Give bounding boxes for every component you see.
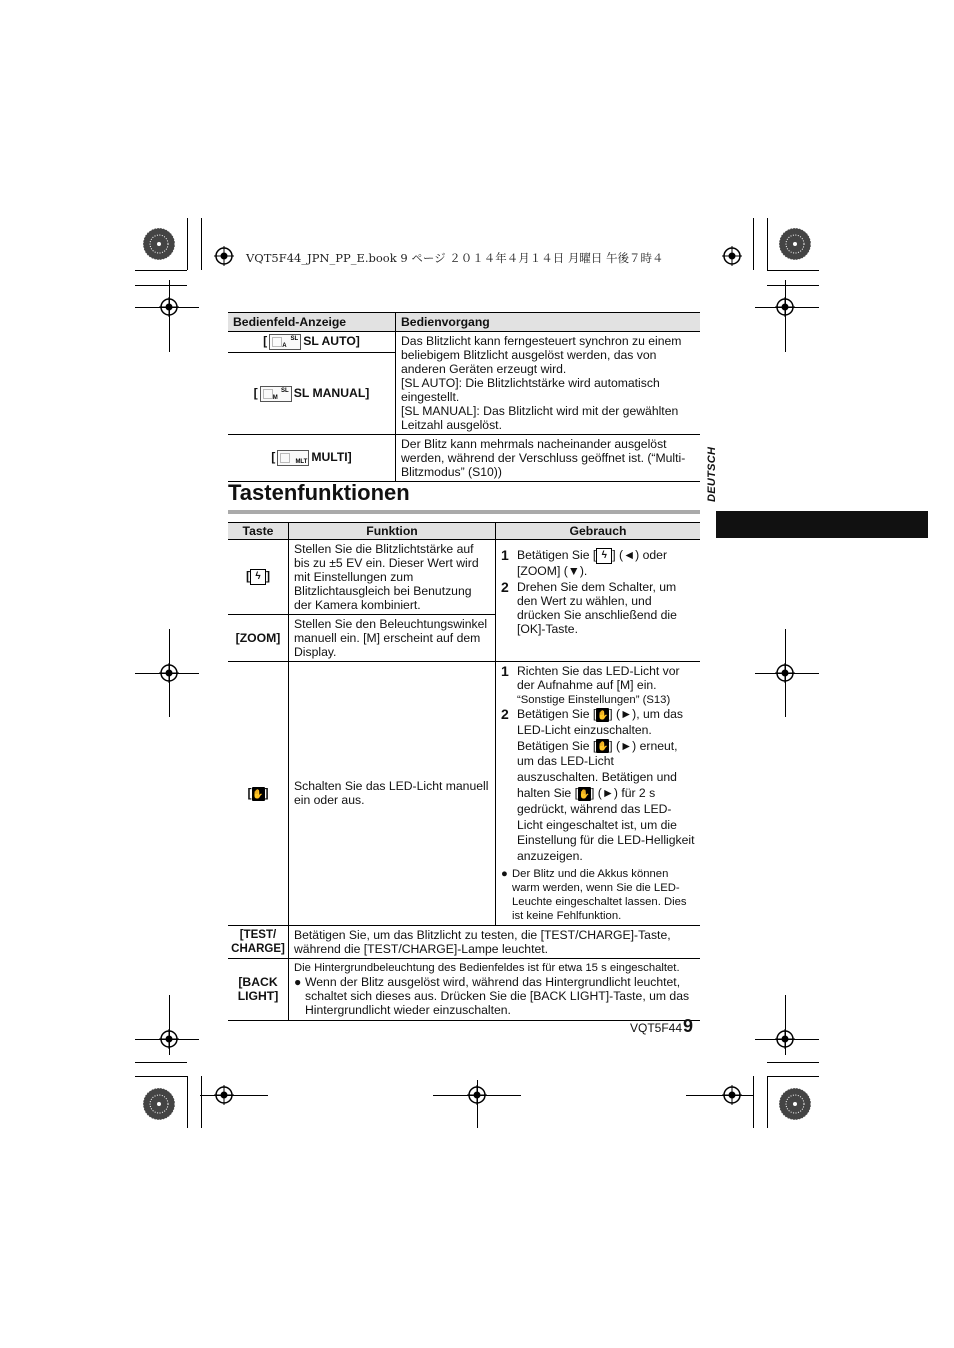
table-header: Bedienfeld-Anzeige (228, 313, 396, 332)
star-target-icon (142, 1087, 176, 1121)
table-cell-sl-manual: [ SL M SL MANUAL] (228, 353, 396, 435)
crop-line (755, 307, 819, 308)
crop-line (135, 1039, 199, 1040)
table-header: Taste (228, 523, 289, 540)
function-flash-compensation: Stellen Sie die Blitzlichtstärke auf bis zu ±5 EV ein. Dieser Wert wird mit Einstellungen zum Blitzlichtausgleich bei Benutzung der Kamera kombiniert. (289, 540, 496, 615)
language-tab-label: DEUTSCH (706, 446, 718, 502)
model-code: VQT5F44 (630, 1021, 683, 1035)
crop-line (169, 995, 170, 1055)
crop-line (785, 995, 786, 1055)
lcd-multi-icon: MLT (277, 450, 309, 466)
star-target-icon (142, 227, 176, 261)
usage-led-light: 1 Richten Sie das LED-Licht vor der Aufnahme auf [M] ein. “Sonstige Einstellungen” (S13) 2 Betätigen Sie [✋] (►), um das LED-Licht einzuschalten. Betätigen Sie [✋] (►) erneut, um das LED-Licht auszuschalten. Betätigen und halten Sie [✋] (►) für 2 s gedrückt, während das LED-Licht eingeschaltet ist, um die Einstellung für die LED-Helligkeit anzuzeigen. ● Der Blitz und die Akkus können warm werden, wenn Sie die LED-Leuchte eingeschaltet lassen. Dies ist keine Fehlfunktion. (496, 662, 701, 926)
function-back-light: Die Hintergrundbeleuchtung des Bedienfeldes ist für etwa 15 s eingeschaltet. ● Wenn der Blitz ausgelöst wird, während das Hintergrundlicht leuchtet, schaltet sich dieses aus. Drücken Sie die [BACK LIGHT]-Taste, um das Hintergrundlicht wieder einzuschalten. (289, 958, 701, 1020)
crop-line (755, 1039, 819, 1040)
section-title: Tastenfunktionen (228, 480, 410, 505)
table-cell-sl-auto: [ SL A SL AUTO] (228, 332, 396, 353)
led-light-icon: ✋ (578, 788, 591, 799)
panel-display-table (228, 312, 700, 482)
crop-line (686, 1095, 754, 1096)
page-number: 9 (683, 1016, 694, 1036)
crop-line (785, 629, 786, 717)
crop-line (477, 1080, 478, 1128)
function-zoom: Stellen Sie den Beleuchtungswinkel manuell ein. [M] erscheint auf dem Display. (289, 615, 496, 662)
button-function-table (228, 522, 700, 1021)
crop-line (755, 673, 819, 674)
crop-line (135, 673, 199, 674)
led-light-icon: ✋ (597, 741, 609, 752)
bullet-icon: ● (501, 867, 508, 880)
table-cell-sl-description: Das Blitzlicht kann ferngesteuert synchron zu einem beliebigem Blitzlicht ausgelöst werden, das von anderen Geräten erzeugt wird. [SL AUTO]: Die Blitzlichtstärke wird automatisch eingestellt. [SL MANUAL]: Das Blitzlicht wird mit der gewählten Leitzahl ausgelöst. (396, 332, 701, 435)
bullet-icon: ● (294, 974, 302, 989)
led-light-icon: ✋ (252, 788, 264, 799)
key-back-light: [BACK LIGHT] (228, 958, 289, 1020)
table-header: Bedienvorgang (396, 313, 701, 332)
table-cell-multi-description: Der Blitz kann mehrmals nacheinander ausgelöst werden, während der Verschluss geöffnet ist. (“Multi-Blitzmodus” (S10)) (396, 435, 701, 482)
led-light-icon: ✋ (597, 709, 609, 720)
lcd-sl-auto-icon: SL A (269, 334, 301, 350)
crop-line (169, 629, 170, 717)
function-led-light: Schalten Sie das LED-Licht manuell ein oder aus. (289, 662, 496, 926)
function-test-charge: Betätigen Sie, um das Blitzlicht zu testen, die [TEST/CHARGE]-Taste, während die [TEST/CHARGE]-Lampe leuchtet. (289, 925, 701, 958)
crop-line (785, 280, 786, 352)
crop-line (135, 307, 199, 308)
registration-mark-icon (722, 246, 742, 266)
print-header: VQT5F44_JPN_PP_E.book 9 ページ ２０１４年４月１４日 月曜日 午後７時４ (246, 251, 664, 265)
usage-flash-zoom: 1 Betätigen Sie [ ϟ ] (◄) oder [ZOOM] (▼). 2 Drehen Sie dem Schalter, um den Wert zu wählen, und drücken Sie anschließend die [OK]-Taste. (496, 540, 701, 662)
table-cell-multi: [ MLT MULTI] (228, 435, 396, 482)
registration-mark-icon (214, 246, 234, 266)
key-flash-compensation: [ ϟ ] (228, 540, 289, 615)
key-test-charge: [TEST/ CHARGE] (228, 925, 289, 958)
star-target-icon (778, 227, 812, 261)
title-underline (228, 510, 700, 514)
key-zoom: [ZOOM] (228, 615, 289, 662)
star-target-icon (778, 1087, 812, 1121)
flash-compensation-icon: ϟ (250, 569, 266, 585)
table-header: Gebrauch (496, 523, 701, 540)
key-led-light: [✋] (228, 662, 289, 926)
crop-line (200, 1095, 268, 1096)
lcd-sl-manual-icon: SL M (260, 386, 292, 402)
table-header: Funktion (289, 523, 496, 540)
language-tab (716, 511, 928, 538)
crop-line (169, 280, 170, 352)
flash-compensation-icon: ϟ (596, 548, 612, 564)
